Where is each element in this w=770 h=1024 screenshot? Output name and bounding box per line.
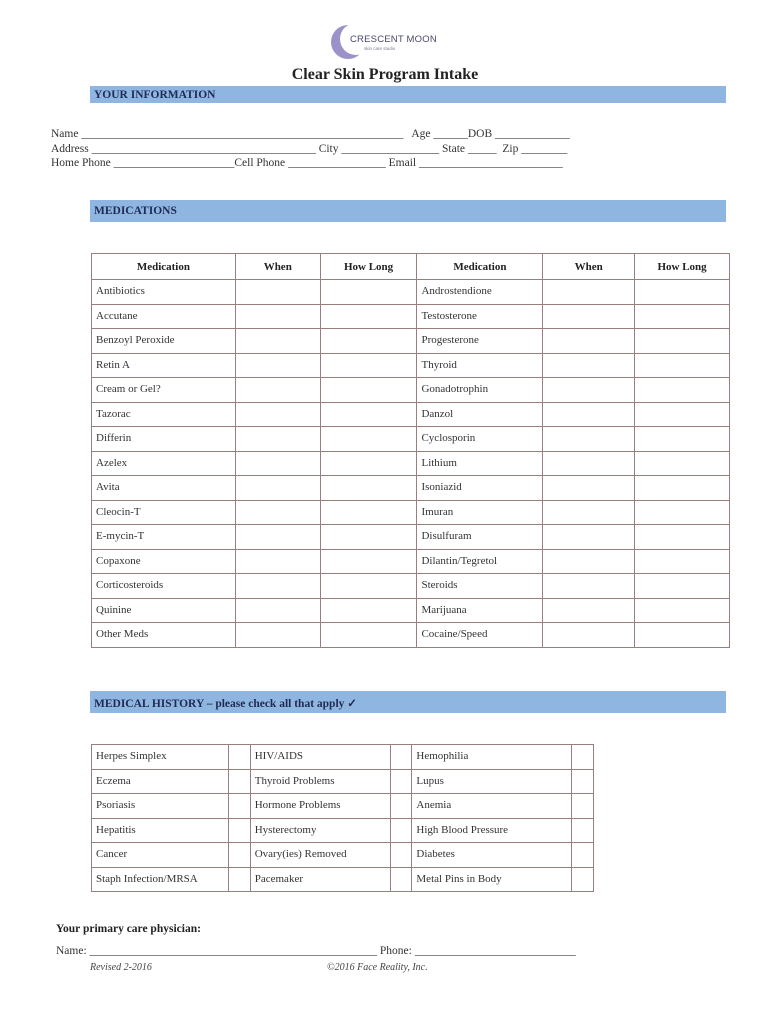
medication-row (92, 598, 730, 623)
how-long-field[interactable] (320, 525, 417, 550)
when-field[interactable] (235, 549, 320, 574)
when-field[interactable] (543, 329, 635, 354)
medication-name: Copaxone (92, 549, 236, 574)
history-row (92, 794, 594, 819)
how-long-field[interactable] (320, 476, 417, 501)
medication-name: Cleocin-T (92, 500, 236, 525)
medication-name: Differin (92, 427, 236, 452)
header-medication: Medication (417, 254, 543, 280)
revision-note: Revised 2-2016 (90, 962, 152, 973)
how-long-field[interactable] (635, 476, 730, 501)
condition-label: Hepatitis (92, 818, 229, 843)
medication-name: Benzoyl Peroxide (92, 329, 236, 354)
medication-name: Cocaine/Speed (417, 623, 543, 648)
how-long-field[interactable] (635, 598, 730, 623)
how-long-field[interactable] (635, 280, 730, 305)
medical-history-heading: MEDICAL HISTORY – please check all that apply ✓ (94, 698, 357, 710)
how-long-field[interactable] (320, 378, 417, 403)
condition-label: Ovary(ies) Removed (250, 843, 390, 868)
medications-table (91, 253, 730, 648)
header-when: When (543, 254, 635, 280)
how-long-field[interactable] (635, 500, 730, 525)
how-long-field[interactable] (635, 402, 730, 427)
medication-name: Cream or Gel? (92, 378, 236, 403)
page-title: Clear Skin Program Intake (291, 66, 479, 83)
medical-history-band (90, 691, 726, 713)
condition-checkbox[interactable] (228, 769, 250, 794)
your-information-band (90, 86, 726, 103)
medications-band (90, 200, 726, 222)
medication-name: Gonadotrophin (417, 378, 543, 403)
when-field[interactable] (543, 402, 635, 427)
medication-name: Isoniazid (417, 476, 543, 501)
how-long-field[interactable] (320, 598, 417, 623)
when-field[interactable] (235, 476, 320, 501)
how-long-field[interactable] (320, 623, 417, 648)
medications-heading: MEDICATIONS (94, 205, 177, 217)
how-long-field[interactable] (635, 427, 730, 452)
condition-checkbox[interactable] (572, 769, 594, 794)
medication-name: Cyclosporin (417, 427, 543, 452)
condition-checkbox[interactable] (228, 745, 250, 770)
medication-row (92, 378, 730, 403)
your-information-heading: YOUR INFORMATION (94, 89, 216, 101)
when-field[interactable] (235, 378, 320, 403)
when-field[interactable] (235, 500, 320, 525)
condition-checkbox[interactable] (228, 818, 250, 843)
how-long-field[interactable] (635, 549, 730, 574)
logo (330, 22, 450, 62)
condition-label: Thyroid Problems (250, 769, 390, 794)
header-how-long: How Long (635, 254, 730, 280)
condition-label: Psoriasis (92, 794, 229, 819)
when-field[interactable] (235, 353, 320, 378)
medication-row (92, 280, 730, 305)
medication-row (92, 402, 730, 427)
header-medication: Medication (92, 254, 236, 280)
condition-checkbox[interactable] (228, 794, 250, 819)
medication-name: Progesterone (417, 329, 543, 354)
when-field[interactable] (235, 329, 320, 354)
medication-name: Testosterone (417, 304, 543, 329)
how-long-field[interactable] (635, 623, 730, 648)
condition-label: Hysterectomy (250, 818, 390, 843)
medication-name: Accutane (92, 304, 236, 329)
condition-label: Hemophilia (412, 745, 572, 770)
medication-row (92, 623, 730, 648)
condition-checkbox[interactable] (572, 867, 594, 892)
when-field[interactable] (235, 623, 320, 648)
condition-label: Herpes Simplex (92, 745, 229, 770)
when-field[interactable] (543, 427, 635, 452)
condition-label: Cancer (92, 843, 229, 868)
condition-label: Metal Pins in Body (412, 867, 572, 892)
medication-name: Dilantin/Tegretol (417, 549, 543, 574)
how-long-field[interactable] (320, 500, 417, 525)
medical-history-body (92, 745, 594, 892)
medications-body (92, 280, 730, 648)
history-row (92, 818, 594, 843)
medication-row (92, 427, 730, 452)
medical-history-table (91, 744, 594, 892)
how-long-field[interactable] (635, 574, 730, 599)
condition-checkbox[interactable] (390, 769, 412, 794)
medication-row (92, 525, 730, 550)
when-field[interactable] (543, 598, 635, 623)
condition-checkbox[interactable] (572, 818, 594, 843)
when-field[interactable] (543, 623, 635, 648)
how-long-field[interactable] (320, 427, 417, 452)
when-field[interactable] (543, 378, 635, 403)
condition-label: Lupus (412, 769, 572, 794)
when-field[interactable] (235, 574, 320, 599)
condition-label: Diabetes (412, 843, 572, 868)
when-field[interactable] (543, 476, 635, 501)
condition-checkbox[interactable] (390, 867, 412, 892)
medication-name: Lithium (417, 451, 543, 476)
condition-checkbox[interactable] (572, 794, 594, 819)
medication-name: Thyroid (417, 353, 543, 378)
when-field[interactable] (235, 402, 320, 427)
medication-name: Marijuana (417, 598, 543, 623)
when-field[interactable] (543, 353, 635, 378)
condition-checkbox[interactable] (228, 843, 250, 868)
when-field[interactable] (543, 280, 635, 305)
name-age-dob-line[interactable]: Name ________________________________________________________ Age ______DOB _____________ (51, 128, 570, 140)
when-field[interactable] (543, 525, 635, 550)
medication-name: Retin A (92, 353, 236, 378)
medication-row (92, 329, 730, 354)
how-long-field[interactable] (320, 304, 417, 329)
how-long-field[interactable] (635, 378, 730, 403)
medication-row (92, 451, 730, 476)
condition-label: Hormone Problems (250, 794, 390, 819)
how-long-field[interactable] (635, 329, 730, 354)
medication-name: Azelex (92, 451, 236, 476)
how-long-field[interactable] (320, 329, 417, 354)
physician-name-phone-line[interactable]: Name: __________________________________________________ Phone: ____________________________ (56, 945, 576, 957)
medication-name: Androstendione (417, 280, 543, 305)
condition-checkbox[interactable] (572, 843, 594, 868)
condition-label: HIV/AIDS (250, 745, 390, 770)
medication-name: Avita (92, 476, 236, 501)
when-field[interactable] (543, 549, 635, 574)
medication-row (92, 476, 730, 501)
condition-checkbox[interactable] (390, 745, 412, 770)
medication-name: Imuran (417, 500, 543, 525)
address-line[interactable]: Address _______________________________________ City _________________ State _____ Zip ________ (51, 143, 568, 155)
condition-checkbox[interactable] (390, 794, 412, 819)
history-row (92, 867, 594, 892)
when-field[interactable] (235, 427, 320, 452)
when-field[interactable] (543, 451, 635, 476)
header-how-long: How Long (320, 254, 417, 280)
copyright-note: ©2016 Face Reality, Inc. (327, 962, 428, 973)
how-long-field[interactable] (635, 525, 730, 550)
medication-name: Other Meds (92, 623, 236, 648)
when-field[interactable] (235, 451, 320, 476)
when-field[interactable] (235, 280, 320, 305)
how-long-field[interactable] (635, 451, 730, 476)
history-row (92, 769, 594, 794)
when-field[interactable] (235, 598, 320, 623)
how-long-field[interactable] (320, 280, 417, 305)
medication-name: Tazorac (92, 402, 236, 427)
medication-name: Quinine (92, 598, 236, 623)
how-long-field[interactable] (320, 353, 417, 378)
how-long-field[interactable] (635, 353, 730, 378)
logo-tagline: skin care studio (364, 46, 396, 51)
medication-name: Corticosteroids (92, 574, 236, 599)
condition-checkbox[interactable] (390, 843, 412, 868)
medication-name: Disulfuram (417, 525, 543, 550)
when-field[interactable] (543, 304, 635, 329)
condition-label: High Blood Pressure (412, 818, 572, 843)
medication-name: Antibiotics (92, 280, 236, 305)
when-field[interactable] (543, 500, 635, 525)
how-long-field[interactable] (320, 402, 417, 427)
condition-label: Eczema (92, 769, 229, 794)
medication-row (92, 304, 730, 329)
when-field[interactable] (235, 525, 320, 550)
condition-checkbox[interactable] (390, 818, 412, 843)
condition-checkbox[interactable] (228, 867, 250, 892)
medication-name: Danzol (417, 402, 543, 427)
medication-row (92, 574, 730, 599)
how-long-field[interactable] (320, 451, 417, 476)
medication-row (92, 549, 730, 574)
medication-row (92, 353, 730, 378)
how-long-field[interactable] (635, 304, 730, 329)
medication-name: E-mycin-T (92, 525, 236, 550)
history-row (92, 843, 594, 868)
phone-email-line[interactable]: Home Phone _____________________Cell Phone _________________ Email _________________________ (51, 157, 563, 169)
condition-label: Pacemaker (250, 867, 390, 892)
medication-name: Steroids (417, 574, 543, 599)
how-long-field[interactable] (320, 549, 417, 574)
history-row (92, 745, 594, 770)
logo-brand: CRESCENT MOON (350, 34, 437, 45)
when-field[interactable] (235, 304, 320, 329)
physician-heading: Your primary care physician: (56, 923, 201, 935)
when-field[interactable] (543, 574, 635, 599)
medications-header-row (92, 254, 730, 280)
how-long-field[interactable] (320, 574, 417, 599)
header-when: When (235, 254, 320, 280)
condition-checkbox[interactable] (572, 745, 594, 770)
medication-row (92, 500, 730, 525)
condition-label: Anemia (412, 794, 572, 819)
condition-label: Staph Infection/MRSA (92, 867, 229, 892)
